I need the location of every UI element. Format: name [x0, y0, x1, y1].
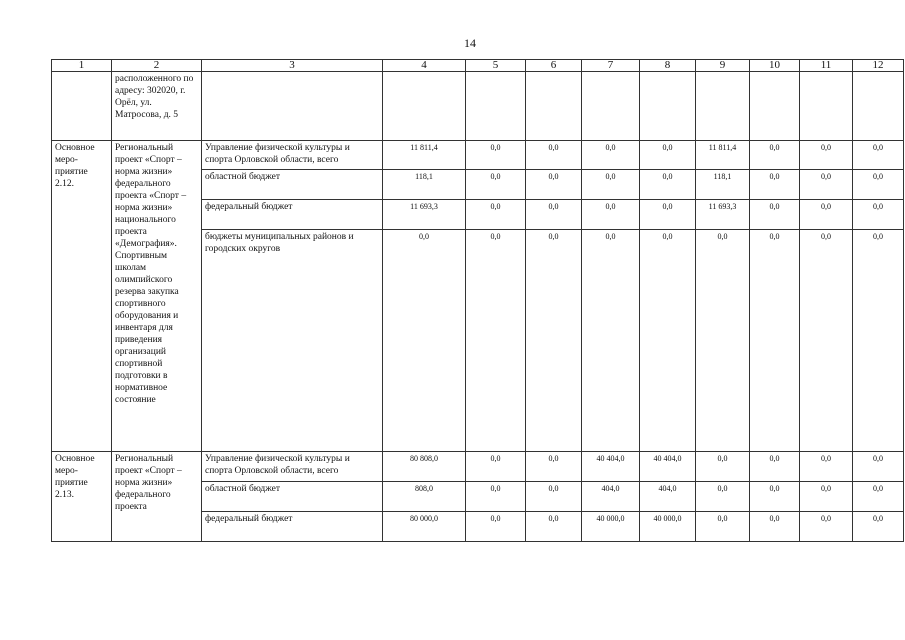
header-cell: 1 — [52, 60, 112, 72]
value-cell: 0,0 — [466, 170, 526, 200]
value-cell: 0,0 — [526, 170, 582, 200]
table-row — [52, 452, 904, 482]
header-cell: 8 — [640, 60, 696, 72]
value-cell: 118,1 — [696, 170, 750, 200]
value-cell: 0,0 — [853, 512, 904, 542]
value-cell: 40 000,0 — [640, 512, 696, 542]
value-cell: 0,0 — [800, 170, 853, 200]
measure-description: Региональный проект «Спорт – норма жизни» федерального проекта — [112, 452, 202, 542]
value-cell: 0,0 — [853, 170, 904, 200]
header-cell: 3 — [202, 60, 383, 72]
value-cell: 11 693,3 — [383, 200, 466, 230]
value-cell: 0,0 — [526, 452, 582, 482]
value-cell: 0,0 — [750, 170, 800, 200]
value-cell: 0,0 — [466, 141, 526, 170]
value-cell: 40 404,0 — [582, 452, 640, 482]
value-cell: 0,0 — [466, 230, 526, 452]
value-cell: 404,0 — [582, 482, 640, 512]
value-cell: 0,0 — [750, 200, 800, 230]
funding-source: бюджеты муниципальных районов и городских округов — [202, 230, 383, 452]
value-cell: 0,0 — [750, 482, 800, 512]
value-cell: 0,0 — [800, 482, 853, 512]
value-cell: 0,0 — [640, 200, 696, 230]
funding-source: Управление физической культуры и спорта Орловской области, всего — [202, 452, 383, 482]
value-cell: 404,0 — [640, 482, 696, 512]
value-cell: 0,0 — [466, 482, 526, 512]
value-cell: 80 000,0 — [383, 512, 466, 542]
value-cell: 0,0 — [853, 141, 904, 170]
value-cell: 0,0 — [800, 230, 853, 452]
value-cell: 0,0 — [800, 452, 853, 482]
funding-source: областной бюджет — [202, 170, 383, 200]
value-cell: 0,0 — [640, 170, 696, 200]
value-cell: 0,0 — [853, 230, 904, 452]
value-cell: 0,0 — [750, 512, 800, 542]
value-cell: 40 404,0 — [640, 452, 696, 482]
value-cell: 808,0 — [383, 482, 466, 512]
header-row — [52, 60, 904, 72]
header-cell: 5 — [466, 60, 526, 72]
budget-table — [51, 59, 904, 542]
value-cell: 11 693,3 — [696, 200, 750, 230]
header-cell: 12 — [853, 60, 904, 72]
header-cell: 7 — [582, 60, 640, 72]
value-cell: 0,0 — [526, 230, 582, 452]
value-cell: 0,0 — [582, 230, 640, 452]
header-cell: 9 — [696, 60, 750, 72]
value-cell: 0,0 — [466, 200, 526, 230]
value-cell: 0,0 — [466, 452, 526, 482]
value-cell: 11 811,4 — [696, 141, 750, 170]
header-cell: 11 — [800, 60, 853, 72]
value-cell: 80 808,0 — [383, 452, 466, 482]
value-cell: 0,0 — [383, 230, 466, 452]
header-cell: 2 — [112, 60, 202, 72]
value-cell: 0,0 — [696, 482, 750, 512]
value-cell: 0,0 — [750, 141, 800, 170]
funding-source: Управление физической культуры и спорта Орловской области, всего — [202, 141, 383, 170]
value-cell: 0,0 — [526, 141, 582, 170]
funding-source: федеральный бюджет — [202, 512, 383, 542]
value-cell: 0,0 — [582, 141, 640, 170]
header-cell: 10 — [750, 60, 800, 72]
value-cell: 0,0 — [853, 200, 904, 230]
value-cell: 0,0 — [640, 141, 696, 170]
value-cell: 0,0 — [466, 512, 526, 542]
value-cell: 0,0 — [750, 452, 800, 482]
value-cell: 0,0 — [853, 452, 904, 482]
measure-description: расположенного по адресу: 302020, г. Орёл, ул. Матросова, д. 5 — [112, 72, 202, 141]
table-row — [52, 72, 904, 141]
value-cell: 0,0 — [800, 141, 853, 170]
value-cell: 0,0 — [640, 230, 696, 452]
value-cell: 11 811,4 — [383, 141, 466, 170]
value-cell: 0,0 — [800, 200, 853, 230]
value-cell: 0,0 — [526, 482, 582, 512]
value-cell: 0,0 — [696, 230, 750, 452]
measure-code: Основное меро-приятие 2.13. — [52, 452, 112, 542]
value-cell: 0,0 — [750, 230, 800, 452]
value-cell: 0,0 — [582, 170, 640, 200]
value-cell: 0,0 — [853, 482, 904, 512]
value-cell: 0,0 — [526, 200, 582, 230]
value-cell: 40 000,0 — [582, 512, 640, 542]
value-cell: 0,0 — [582, 200, 640, 230]
value-cell: 0,0 — [696, 512, 750, 542]
value-cell: 0,0 — [696, 452, 750, 482]
measure-description: Региональный проект «Спорт – норма жизни» федерального проекта «Спорт – норма жизни» национального проекта «Демография». Спортивным школам олимпийского резерва закупка спортивного оборудования и инвентаря для приведения организаций спортивной подготовки в нормативное состояние — [112, 141, 202, 452]
value-cell: 0,0 — [526, 512, 582, 542]
value-cell: 0,0 — [800, 512, 853, 542]
table-row — [52, 141, 904, 170]
funding-source: федеральный бюджет — [202, 200, 383, 230]
header-cell: 4 — [383, 60, 466, 72]
funding-source: областной бюджет — [202, 482, 383, 512]
header-cell: 6 — [526, 60, 582, 72]
value-cell: 118,1 — [383, 170, 466, 200]
page-number: 14 — [464, 36, 476, 50]
measure-code: Основное меро-приятие 2.12. — [52, 141, 112, 452]
